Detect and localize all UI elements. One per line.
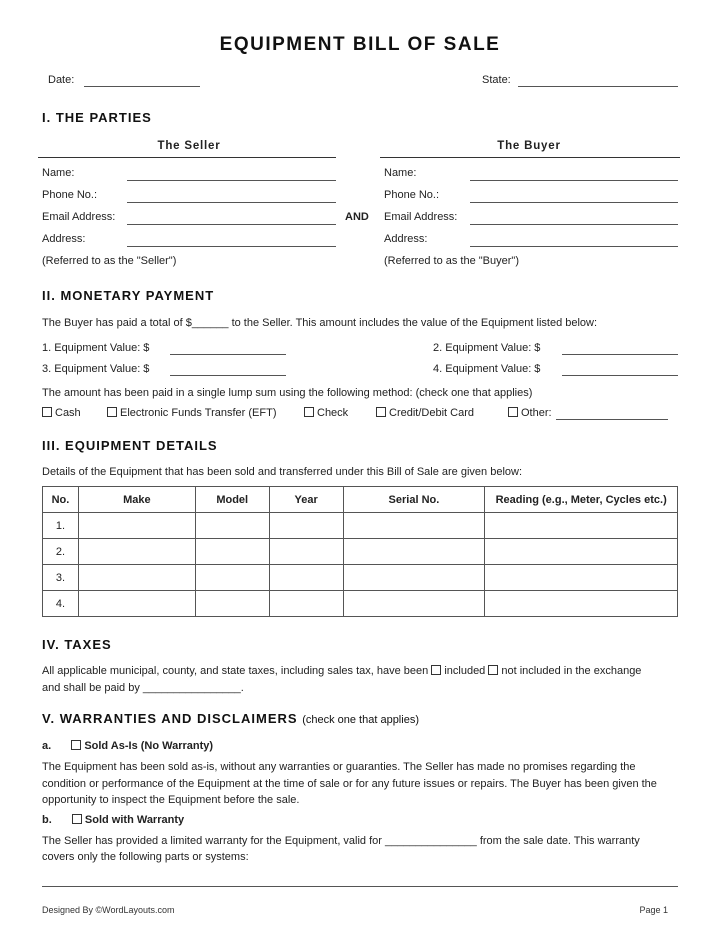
- taxes-line-2: and shall be paid by ________________.: [42, 682, 244, 694]
- checkbox-icon[interactable]: [304, 407, 314, 417]
- buyer-email-field[interactable]: [470, 224, 678, 225]
- reading-cell[interactable]: [485, 591, 678, 617]
- table-row: [43, 591, 678, 617]
- equipment-value-4-label: 4. Equipment Value: $: [433, 363, 541, 375]
- col-header-model: Model: [195, 487, 269, 513]
- table-row: [43, 513, 678, 539]
- checkbox-icon[interactable]: [42, 407, 52, 417]
- make-cell[interactable]: [78, 565, 195, 591]
- payment-method-text: The amount has been paid in a single lump sum using the following method: (check one that applies): [42, 387, 533, 399]
- col-header-serial: Serial No.: [343, 487, 485, 513]
- buyer-email-label: Email Address:: [384, 211, 458, 223]
- state-label: State:: [482, 74, 511, 86]
- seller-divider: [38, 157, 336, 158]
- reading-cell[interactable]: [485, 539, 678, 565]
- checkbox-icon[interactable]: [72, 814, 82, 824]
- col-header-reading: Reading (e.g., Meter, Cycles etc.): [485, 487, 678, 513]
- buyer-title: The Buyer: [497, 140, 561, 152]
- row-number: 3.: [43, 565, 79, 591]
- section-payment-heading: II. MONETARY PAYMENT: [42, 288, 215, 303]
- page-number: Page 1: [639, 905, 668, 915]
- make-cell[interactable]: [78, 539, 195, 565]
- and-label: AND: [345, 211, 369, 223]
- method-eft[interactable]: Electronic Funds Transfer (EFT): [107, 407, 277, 419]
- payment-total-text: The Buyer has paid a total of $______ to the Seller. This amount includes the value of the Equipment listed below:: [42, 317, 598, 329]
- state-field[interactable]: [518, 86, 678, 87]
- buyer-phone-label: Phone No.:: [384, 189, 440, 201]
- footer-divider: [42, 886, 678, 887]
- model-cell[interactable]: [195, 513, 269, 539]
- method-card[interactable]: Credit/Debit Card: [376, 407, 474, 419]
- make-cell[interactable]: [78, 591, 195, 617]
- year-cell[interactable]: [269, 565, 343, 591]
- warranty-b-text-2: covers only the following parts or systems:: [42, 851, 249, 863]
- table-header-row: [43, 487, 678, 513]
- seller-name-label: Name:: [42, 167, 75, 179]
- row-number: 1.: [43, 513, 79, 539]
- buyer-phone-field[interactable]: [470, 202, 678, 203]
- date-label: Date:: [48, 74, 75, 86]
- checkbox-icon[interactable]: [488, 665, 498, 675]
- seller-phone-label: Phone No.:: [42, 189, 98, 201]
- serial-cell[interactable]: [343, 513, 485, 539]
- checkbox-icon[interactable]: [508, 407, 518, 417]
- seller-address-label: Address:: [42, 233, 86, 245]
- year-cell[interactable]: [269, 591, 343, 617]
- taxes-included-option: included: [444, 665, 486, 677]
- reading-cell[interactable]: [485, 565, 678, 591]
- warranty-b-text-1: The Seller has provided a limited warranty for the Equipment, valid for _______________ from the sale date. This warranty: [42, 835, 640, 847]
- section-parties-heading: I. THE PARTIES: [42, 110, 152, 125]
- warranty-option-a[interactable]: a. Sold As-Is (No Warranty): [42, 740, 214, 752]
- seller-email-label: Email Address:: [42, 211, 116, 223]
- checkbox-icon[interactable]: [107, 407, 117, 417]
- reading-cell[interactable]: [485, 513, 678, 539]
- buyer-address-label: Address:: [384, 233, 428, 245]
- serial-cell[interactable]: [343, 591, 485, 617]
- make-cell[interactable]: [78, 513, 195, 539]
- table-row: [43, 565, 678, 591]
- buyer-name-label: Name:: [384, 167, 417, 179]
- equipment-value-4-field[interactable]: [562, 375, 678, 376]
- seller-address-field[interactable]: [127, 246, 336, 247]
- col-header-no: No.: [43, 487, 79, 513]
- warranty-option-b[interactable]: b. Sold with Warranty: [42, 814, 185, 826]
- equipment-value-3-field[interactable]: [170, 375, 286, 376]
- seller-referred-note: (Referred to as the "Seller"): [42, 255, 177, 267]
- model-cell[interactable]: [195, 539, 269, 565]
- method-other[interactable]: Other:: [508, 407, 552, 419]
- col-header-make: Make: [78, 487, 195, 513]
- year-cell[interactable]: [269, 513, 343, 539]
- buyer-referred-note: (Referred to as the "Buyer"): [384, 255, 519, 267]
- document-title: EQUIPMENT BILL OF SALE: [219, 34, 501, 55]
- buyer-divider: [380, 157, 680, 158]
- model-cell[interactable]: [195, 565, 269, 591]
- equipment-value-1-field[interactable]: [170, 354, 286, 355]
- section-equipment-heading: III. EQUIPMENT DETAILS: [42, 438, 218, 453]
- buyer-name-field[interactable]: [470, 180, 678, 181]
- col-header-year: Year: [269, 487, 343, 513]
- checkbox-icon[interactable]: [431, 665, 441, 675]
- equipment-value-1-label: 1. Equipment Value: $: [42, 342, 150, 354]
- equipment-value-2-label: 2. Equipment Value: $: [433, 342, 541, 354]
- serial-cell[interactable]: [343, 539, 485, 565]
- footer-credit: Designed By ©WordLayouts.com: [42, 905, 175, 915]
- taxes-not-included-option: not included in the exchange: [501, 665, 642, 677]
- checkbox-icon[interactable]: [376, 407, 386, 417]
- checkbox-icon[interactable]: [71, 740, 81, 750]
- buyer-address-field[interactable]: [470, 246, 678, 247]
- method-cash[interactable]: Cash: [42, 407, 81, 419]
- seller-email-field[interactable]: [127, 224, 336, 225]
- warranty-a-text: The Equipment has been sold as-is, without any warranties or guaranties. The Seller has made no promises regarding the condition or performance of the Equipment at the time of sale or for any future issues or repairs. The Buyer has been given the opportunity to inspect the Equipment before the sale.: [42, 761, 657, 806]
- equipment-value-2-field[interactable]: [562, 354, 678, 355]
- taxes-line-1: All applicable municipal, county, and state taxes, including sales tax, have been included not included in the exchange: [42, 665, 642, 677]
- equipment-value-3-label: 3. Equipment Value: $: [42, 363, 150, 375]
- year-cell[interactable]: [269, 539, 343, 565]
- row-number: 2.: [43, 539, 79, 565]
- equipment-intro-text: Details of the Equipment that has been sold and transferred under this Bill of Sale are given below:: [42, 466, 523, 478]
- seller-phone-field[interactable]: [127, 202, 336, 203]
- method-check[interactable]: Check: [304, 407, 348, 419]
- seller-title: The Seller: [157, 140, 221, 152]
- model-cell[interactable]: [195, 591, 269, 617]
- section-taxes-heading: IV. TAXES: [42, 637, 112, 652]
- method-other-field[interactable]: [556, 419, 668, 420]
- section-warranties-heading: V. WARRANTIES AND DISCLAIMERS (check one that applies): [42, 711, 419, 726]
- equipment-table: [42, 486, 678, 617]
- table-row: [43, 539, 678, 565]
- row-number: 4.: [43, 591, 79, 617]
- serial-cell[interactable]: [343, 565, 485, 591]
- date-field[interactable]: [84, 86, 200, 87]
- seller-name-field[interactable]: [127, 180, 336, 181]
